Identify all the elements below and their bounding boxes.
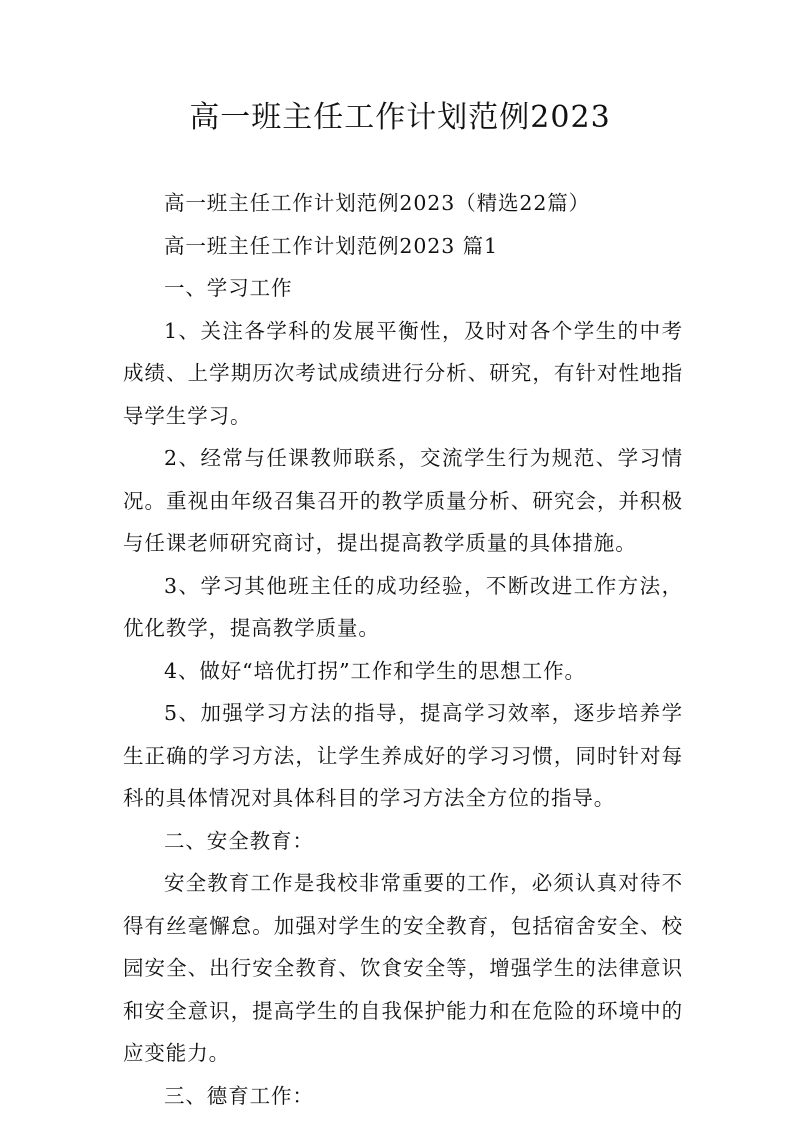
study-item-5: 5、加强学习方法的指导，提高学习效率，逐步培养学生正确的学习方法，让学生养成好的学习习惯，同时针对每科的具体情况对具体科目的学习方法全方位的指导。 [123,701,683,810]
heading-moral-education: 三、德育工作： [164,1083,314,1108]
heading-safety-education: 二、安全教育： [164,828,314,853]
section-heading-paragraph: 高一班主任工作计划范例2023 篇1 [164,233,498,258]
document-body [123,182,683,1117]
study-item-2: 2、经常与任课教师联系，交流学生行为规范、学习情况。重视由年级召集召开的教学质量分析、研究会，并积极与任课老师研究商讨，提出提高教学质量的具体措施。 [123,446,683,555]
subtitle-paragraph: 高一班主任工作计划范例2023（精选22篇） [164,191,591,215]
document-title: 高一班主任工作计划范例2023 [189,100,611,135]
heading-study-work: 一、学习工作 [164,276,293,300]
safety-paragraph: 安全教育工作是我校非常重要的工作，必须认真对待不得有丝毫懈怠。加强对学生的安全教育，包括宿舍安全、校园安全、出行安全教育、饮食安全等，增强学生的法律意识和安全意识，提高学生的自我保护能力和在危险的环境中的应变能力。 [123,871,683,1065]
study-item-4: 4、做好“培优打拐”工作和学生的思想工作。 [164,658,586,683]
study-item-3: 3、学习其他班主任的成功经验，不断改进工作方法，优化教学，提高教学质量。 [123,573,683,640]
study-item-1: 1、关注各学科的发展平衡性，及时对各个学生的中考成绩、上学期历次考试成绩进行分析、研究，有针对性地指导学生学习。 [123,318,683,428]
